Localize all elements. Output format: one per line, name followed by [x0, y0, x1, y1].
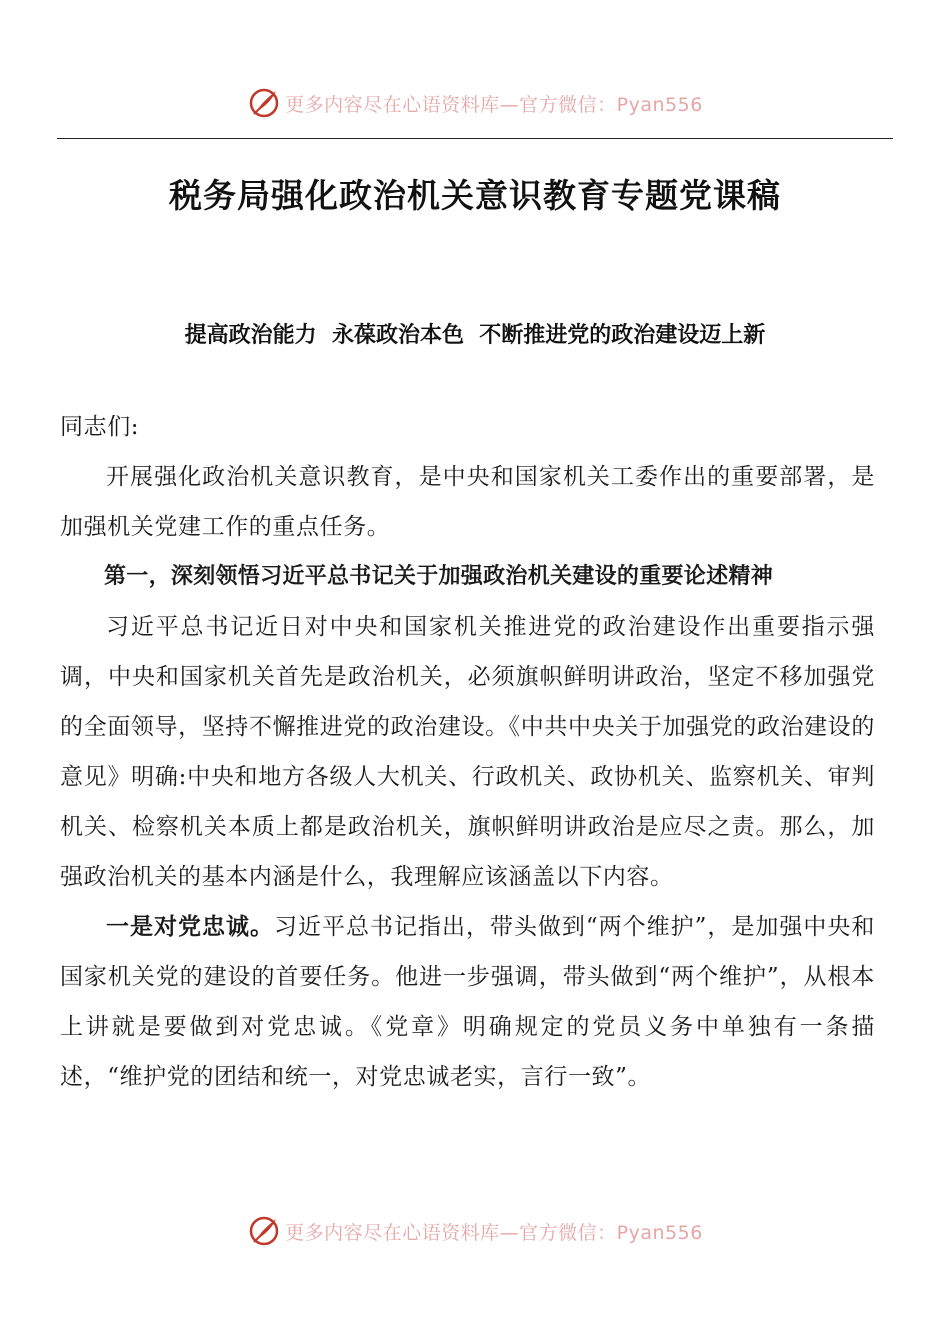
document-title: 税务局强化政治机关意识教育专题党课稿 [169, 176, 781, 215]
document-subtitle: 提高政治能力 永葆政治本色 不断推进党的政治建设迈上新 [184, 322, 766, 348]
watermark-footer [0, 1211, 950, 1251]
intro-paragraph: 开展强化政治机关意识教育，是中央和国家机关工委作出的重要部署，是加强机关党建工作的重点任务。 [60, 464, 875, 540]
quill-logo-icon [247, 86, 281, 120]
point-paragraph [60, 902, 875, 1102]
point-lead: 一是对党忠诚。 [106, 913, 274, 940]
watermark-text: 更多内容尽在心语资料库—官方微信：Pyan556 [285, 1221, 703, 1244]
watermark-text: 更多内容尽在心语资料库—官方微信：Pyan556 [285, 93, 703, 116]
header-divider [57, 138, 893, 139]
section-heading: 第一，深刻领悟习近平总书记关于加强政治机关建设的重要论述精神 [104, 564, 774, 589]
watermark-header [0, 83, 950, 123]
point-text: 习近平总书记指出，带头做到“两个维护”，是加强中央和国家机关党的建设的首要任务。他进一步强调，带头做到“两个维护”，从根本上讲就是要做到对党忠诚。《党章》明确规定的党员义务中单独有一条描述，“维护党的团结和统一，对党忠诚老实，言行一致”。 [60, 914, 876, 1090]
section-paragraph: 习近平总书记近日对中央和国家机关推进党的政治建设作出重要指示强调，中央和国家机关首先是政治机关，必须旗帜鲜明讲政治，坚定不移加强党的全面领导，坚持不懈推进党的政治建设。《中共中央关于加强党的政治建设的意见》明确:中央和地方各级人大机关、行政机关、政协机关、监察机关、审判机关、检察机关本质上都是政治机关，旗帜鲜明讲政治是应尽之责。那么，加强政治机关的基本内涵是什么，我理解应该涵盖以下内容。 [60, 614, 875, 890]
salutation: 同志们: [60, 414, 140, 440]
document-body [60, 402, 875, 1102]
quill-logo-icon [247, 1214, 281, 1248]
